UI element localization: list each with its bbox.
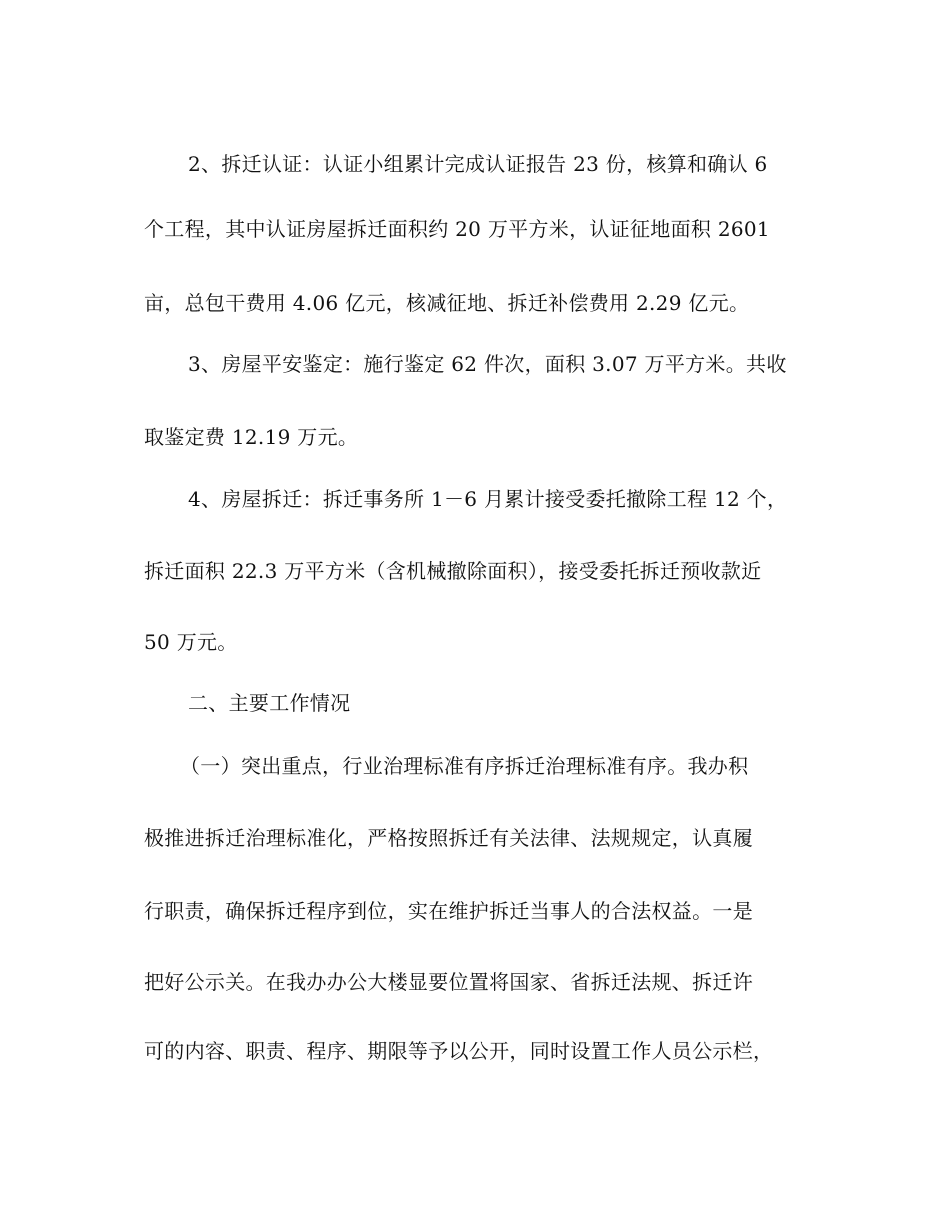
- paragraph-line: 个工程，其中认证房屋拆迁面积约 20 万平方米，认证征地面积 2601: [144, 217, 770, 241]
- paragraph-line: 3、房屋平安鉴定：施行鉴定 62 件次，面积 3.07 万平方米。共收: [188, 352, 787, 376]
- paragraph-line: 亩，总包干费用 4.06 亿元，核减征地、拆迁补偿费用 2.29 亿元。: [144, 291, 750, 315]
- section-heading: 二、主要工作情况: [188, 691, 351, 715]
- paragraph-line: 50 万元。: [144, 630, 238, 654]
- paragraph-line: 2、拆迁认证：认证小组累计完成认证报告 23 份，核算和确认 6: [188, 152, 768, 176]
- paragraph-line: 取鉴定费 12.19 万元。: [144, 425, 359, 449]
- paragraph-line: 极推进拆迁治理标准化，严格按照拆迁有关法律、法规规定，认真履: [144, 826, 753, 850]
- paragraph-line: 拆迁面积 22.3 万平方米（含机械撤除面积），接受委托拆迁预收款近: [144, 559, 762, 583]
- paragraph-line: 行职责，确保拆迁程序到位，实在维护拆迁当事人的合法权益。一是: [144, 899, 753, 923]
- paragraph-line: 可的内容、职责、程序、期限等予以公开，同时设置工作人员公示栏，: [144, 1039, 774, 1063]
- paragraph-line: 4、房屋拆迁：拆迁事务所 1－6 月累计接受委托撤除工程 12 个，: [188, 487, 788, 511]
- paragraph-line: 把好公示关。在我办办公大楼显要位置将国家、省拆迁法规、拆迁许: [144, 970, 753, 994]
- paragraph-line: （一）突出重点，行业治理标准有序拆迁治理标准有序。我办积: [180, 754, 749, 778]
